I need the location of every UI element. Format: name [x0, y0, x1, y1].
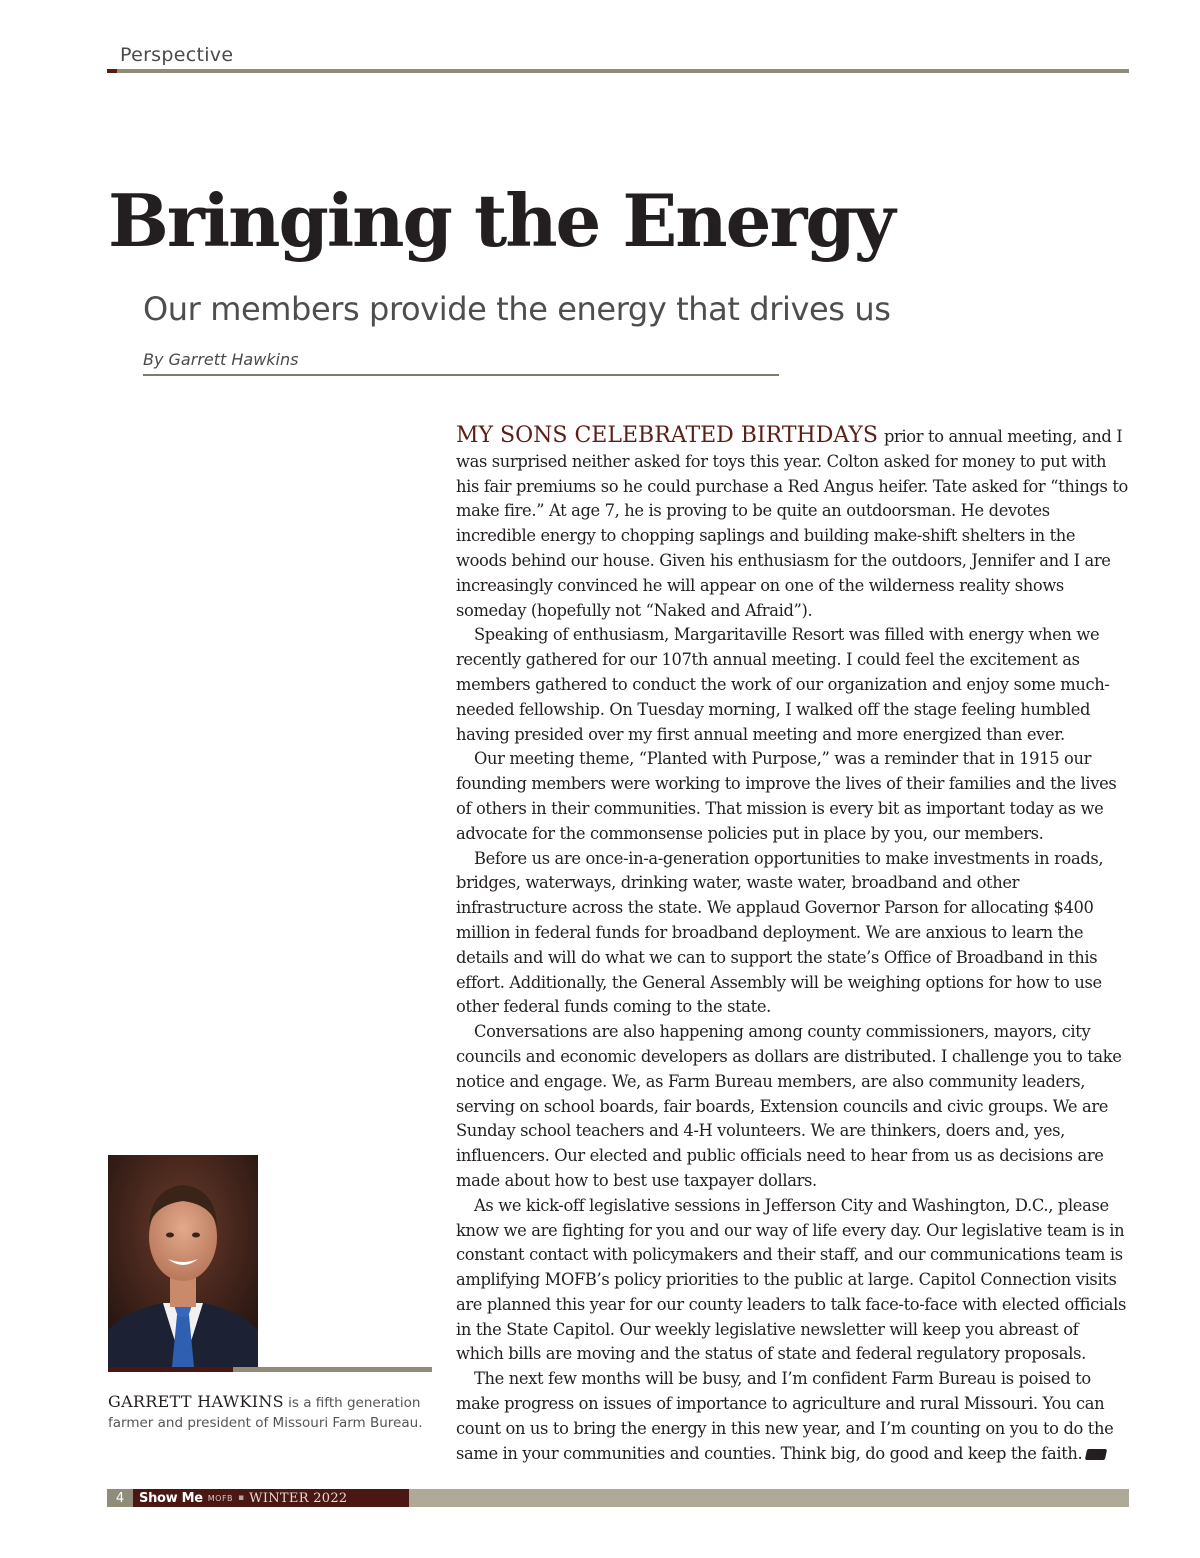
byline-rule	[143, 374, 779, 376]
article-body	[456, 424, 1130, 1466]
byline: By Garrett Hawkins	[143, 350, 299, 369]
article-paragraph: Before us are once-in-a-generation opportunities to make investments in roads, bridges, waterways, drinking water, waste water, broadband and other infrastructure across the state. We applaud Governor Parson for allocating $400 million in federal funds for broadband deployment. We are anxious to learn the details and will do what we can to support the state’s Office of Broadband in this effort. Additionally, the General Assembly will be weighing options for how to use other federal funds coming to the state.	[456, 848, 1104, 1017]
footer-masthead	[107, 1489, 409, 1507]
article-paragraph: Conversations are also happening among county commissioners, mayors, city councils and economic developers as dollars are distributed. I challenge you to take notice and engage. We, as Farm Bureau members, are also community leaders, serving on school boards, fair boards, Extension councils and civic groups. We are Sunday school teachers and 4-H volunteers. We are thinkers, doers and, yes, influencers. Our elected and public officials need to hear from us as decisions are made about how to best use taxpayer dollars.	[456, 1022, 1122, 1190]
article-paragraph	[456, 1367, 1130, 1466]
section-label: Perspective	[120, 44, 234, 66]
paragraph-text: The next few months will be busy, and I’m confident Farm Bureau is poised to make progress on issues of importance to agriculture and rural Missouri. You can count on us to bring the energy in this new year, and I’m counting on you to do the same in your communities and counties. Think big, do good and keep the faith.	[456, 1369, 1114, 1463]
footer-separator: ▪	[238, 1493, 245, 1503]
magazine-org: MOFB	[207, 1493, 234, 1503]
author-caption	[108, 1392, 438, 1433]
caption-text: is a fifth generation farmer and president of Missouri Farm Bureau.	[108, 1395, 423, 1431]
subheadline: Our members provide the energy that drives us	[143, 290, 891, 328]
top-rule	[107, 69, 1129, 73]
issue-label: WINTER 2022	[249, 1490, 348, 1506]
article-paragraph: Speaking of enthusiasm, Margaritaville Resort was filled with energy when we recently gathered for our 107th annual meeting. I could feel the excitement as members gathered to conduct the work of our organization and enjoy some much-needed fellowship. On Tuesday morning, I walked off the stage feeling humbled having presided over my first annual meeting and more energized than ever.	[456, 625, 1110, 744]
author-photo	[108, 1155, 258, 1367]
paragraph-text: prior to annual meeting, and I was surprised neither asked for toys this year. Colton asked for money to put with his fair premiums so he could purchase a Red Angus heifer. Tate asked for “things to make fire.” At age 7, he is proving to be quite an outdoorsman. He devotes incredible energy to chopping saplings and building make-shift shelters in the woods behind our house. Given his enthusiasm for the outdoors, Jennifer and I are increasingly convinced he will appear on one of the wilderness reality shows someday (hopefully not “Naked and Afraid”).	[456, 427, 1129, 620]
magazine-title: Show Me	[139, 1490, 203, 1506]
headline: Bringing the Energy	[108, 178, 894, 263]
caption-name: GARRETT HAWKINS	[108, 1392, 284, 1411]
caption-rule-accent	[108, 1367, 233, 1372]
article-paragraph: As we kick-off legislative sessions in Jefferson City and Washington, D.C., please know we are fighting for you and our way of life every day. Our legislative team is in constant contact with policymakers and their staff, and our communications team is amplifying MOFB’s policy priorities to the public at large. Capitol Connection visits are planned this year for our county leaders to talk face-to-face with elected officials in the State Capitol. Our weekly legislative newsletter will keep you abreast of which bills are moving and the status of state and federal regulatory proposals.	[456, 1195, 1126, 1364]
article-paragraph: Our meeting theme, “Planted with Purpose,” was a reminder that in 1915 our founding members were working to improve the lives of their families and the lives of others in their communities. That mission is every bit as important today as we advocate for the commonsense policies put in place by you, our members.	[456, 749, 1117, 843]
top-rule-accent	[107, 69, 117, 73]
page-number: 4	[107, 1489, 133, 1507]
end-mark-icon	[1085, 1449, 1107, 1460]
lead-in: MY SONS CELEBRATED BIRTHDAYS	[456, 423, 878, 448]
article-paragraph	[456, 424, 1130, 623]
